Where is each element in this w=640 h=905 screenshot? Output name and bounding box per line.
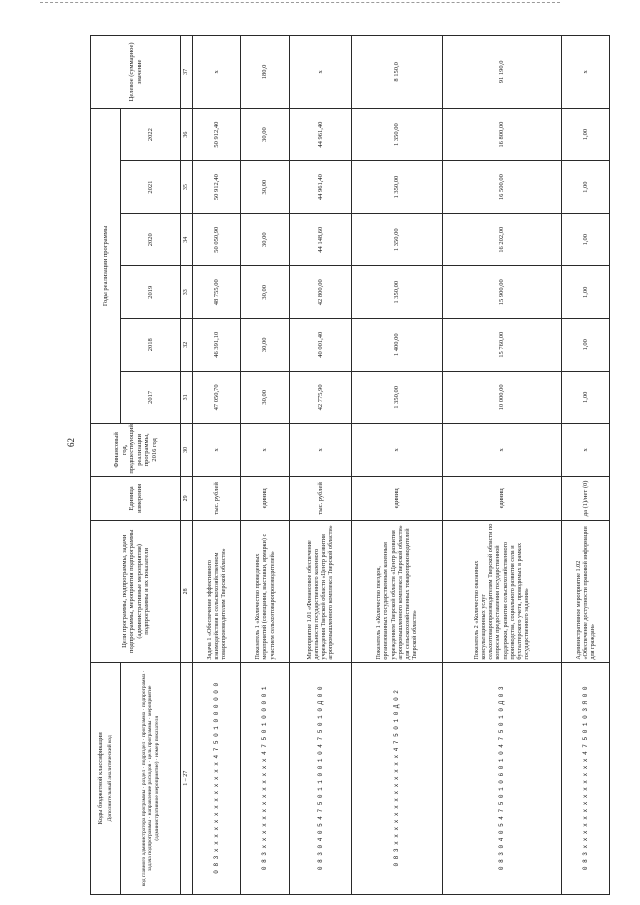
- row-value-2019: 1 350,00: [351, 266, 442, 319]
- row-base-year: х: [241, 424, 289, 477]
- row-unit: единиц: [241, 476, 289, 520]
- row-final-value: х: [561, 36, 609, 109]
- direction-label: направление расходов: [147, 763, 154, 816]
- row-value-2020: 50 050,90: [193, 213, 241, 266]
- budget-codes-label: Коды бюджетной классификации: [96, 732, 104, 825]
- row-unit: единиц: [351, 476, 442, 520]
- names-header: Цели программы, подпрограммы, задачи подпрограммы, мероприятия подпрограммы (административные мероприятия) подпрограммы и их показатели: [91, 521, 181, 662]
- row-codes: 0 8 3 0 4 0 5 4 7 5 0 1 0 6 0 1 0 4 7 5 0 1 0 Д 0 3: [442, 662, 561, 894]
- years-header: Годы реализации программы: [91, 108, 121, 423]
- row-codes: 0 8 3 х х х х х х х х х х х х х 4 7 5 0 1 0 0 0 0 1: [241, 662, 289, 894]
- row-value-2021: 50 912,40: [193, 161, 241, 214]
- row-base-year: х: [193, 424, 241, 477]
- row-value-2021: 1 350,00: [351, 161, 442, 214]
- row-final-value: 180,0: [241, 36, 289, 109]
- budget-codes-header: [91, 662, 121, 894]
- row-codes: 0 8 3 х х х х х х х х х х х х х 4 7 5 0 1 0 0 0 0 0 0: [193, 662, 241, 894]
- row-codes: 0 8 3 х х х х х х х х х х х х х 4 7 5 0 1 0 3 Я 0 0: [561, 662, 609, 894]
- row-base-year: х: [289, 424, 351, 477]
- section-label: раздел: [140, 769, 147, 786]
- page-number: 62: [66, 438, 76, 447]
- col-num-37: 37: [181, 36, 193, 109]
- row-value-2022: 44 961,40: [289, 108, 351, 161]
- subprogram-label: подпрограмма: [140, 673, 147, 708]
- row-value-2017: 1,00: [561, 371, 609, 424]
- row-value-2021: 16 500,00: [442, 161, 561, 214]
- table-row: [561, 36, 609, 895]
- row-value-2017: 10 000,00: [442, 371, 561, 424]
- year-2019-header: 2019: [121, 266, 181, 319]
- row-unit: тыс. рублей: [289, 476, 351, 520]
- col-num-29: 29: [181, 476, 193, 520]
- row-value-2017: 47 050,70: [193, 371, 241, 424]
- indicator-number-label: номер показателя: [153, 715, 160, 757]
- row-unit: да (1)/нет (0): [561, 476, 609, 520]
- row-name: Показатель 1 «Количество поездок, организованных государственным казенным учреждением Тверской области «Центр развития агропромышленного комплекса Тверской области» для сельскохозяйственных товаропроизводителей Тверской области»: [351, 521, 442, 662]
- col-num-32: 32: [181, 319, 193, 372]
- measure-label: мероприятие (административное мероприятие): [147, 685, 160, 841]
- row-value-2018: 30,00: [241, 319, 289, 372]
- program-label: программа: [140, 711, 147, 738]
- admin-code-label: код главного администратора программы: [140, 789, 147, 887]
- row-name: Показатель 2 «Количество оказанных консультационных услуг сельхозтоваропроизводителям Тверской области по вопросам предоставления государственной поддержки, развития сельскохозяйственного производства, социального развития села и бухгалтерского учета, проводимых в рамках государственного задания»: [442, 521, 561, 662]
- year-2022-header: 2022: [121, 108, 181, 161]
- row-final-value: 91 190,0: [442, 36, 561, 109]
- row-value-2020: 16 202,00: [442, 213, 561, 266]
- year-2017-header: 2017: [121, 371, 181, 424]
- scan-edge-line: [40, 2, 560, 3]
- row-codes: 0 8 3 х х х х х х х х х х х х х 4 7 5 0 1 0 Д 0 2: [351, 662, 442, 894]
- table-row: [442, 36, 561, 895]
- row-base-year: х: [351, 424, 442, 477]
- row-unit: тыс. рублей: [193, 476, 241, 520]
- table-row: [351, 36, 442, 895]
- year-2020-header: 2020: [121, 213, 181, 266]
- row-value-2019: 48 755,00: [193, 266, 241, 319]
- col-num-34: 34: [181, 213, 193, 266]
- row-final-value: 8 150,0: [351, 36, 442, 109]
- row-name: Мероприятие 1.01 «Финансовое обеспечение деятельности государственного казенного учреждения Тверской области «Центр развития агропромышленного комплекса Тверской области»: [289, 521, 351, 662]
- col-num-31: 31: [181, 371, 193, 424]
- row-value-2019: 42 800,00: [289, 266, 351, 319]
- row-value-2020: 1,00: [561, 213, 609, 266]
- row-value-2017: 42 775,90: [289, 371, 351, 424]
- col-num-35: 35: [181, 161, 193, 214]
- row-value-2019: 15 900,00: [442, 266, 561, 319]
- year-2021-header: 2021: [121, 161, 181, 214]
- base-year-header: Финансовый год, предшествующий реализации программы, 2016 год: [91, 424, 181, 477]
- row-codes: 0 8 3 0 4 0 5 4 7 5 0 1 1 0 0 1 0 4 7 5 0 1 0 Д 0 0: [289, 662, 351, 894]
- row-value-2022: 50 912,40: [193, 108, 241, 161]
- subsection-label: подраздел: [140, 741, 147, 766]
- row-value-2019: 1,00: [561, 266, 609, 319]
- row-value-2022: 30,00: [241, 108, 289, 161]
- row-base-year: х: [442, 424, 561, 477]
- row-value-2019: 30,00: [241, 266, 289, 319]
- year-2018-header: 2018: [121, 319, 181, 372]
- row-value-2022: 1 350,00: [351, 108, 442, 161]
- row-final-value: х: [289, 36, 351, 109]
- row-value-2018: 46 391,10: [193, 319, 241, 372]
- row-value-2018: 15 760,00: [442, 319, 561, 372]
- col-num-codes: 1 – 27: [181, 662, 193, 894]
- final-value-header: Целевое (суммарное) значение: [91, 36, 181, 109]
- row-value-2017: 1 350,00: [351, 371, 442, 424]
- row-unit: единиц: [442, 476, 561, 520]
- row-value-2017: 30,00: [241, 371, 289, 424]
- program-table: [90, 35, 610, 895]
- table-row: [289, 36, 351, 895]
- col-num-33: 33: [181, 266, 193, 319]
- row-value-2020: 44 148,60: [289, 213, 351, 266]
- row-value-2018: 1 400,00: [351, 319, 442, 372]
- task-label: задача подпрограммы: [147, 819, 154, 872]
- row-value-2018: 40 001,40: [289, 319, 351, 372]
- extra-code-label: Дополнительный аналитический код: [107, 735, 113, 822]
- row-name: Административное мероприятие 1.02 «Обеспечение доступности правовой информации для граждан»: [561, 521, 609, 662]
- goal-label: цель программы: [147, 720, 154, 760]
- row-value-2020: 1 350,00: [351, 213, 442, 266]
- col-num-28: 28: [181, 521, 193, 662]
- table-row: [241, 36, 289, 895]
- row-name: Задача 1 «Обеспечение эффективного взаимодействия в сельскохозяйственном товаропроизводителям Тверской области»: [193, 521, 241, 662]
- table-row: [193, 36, 241, 895]
- row-value-2020: 30,00: [241, 213, 289, 266]
- row-value-2018: 1,00: [561, 319, 609, 372]
- unit-header: Единица измерения: [91, 476, 181, 520]
- program-table-rotated: [90, 35, 610, 895]
- column-numbers-row: [181, 36, 193, 895]
- code-subheaders: код главного администратора программы · раздел · подраздел · программа · подпрограмма · задача подпрограммы · направление расходов · цель программы · мероприятие (административное мероприятие) · номер показателя: [121, 662, 181, 894]
- col-num-36: 36: [181, 108, 193, 161]
- row-value-2021: 44 961,40: [289, 161, 351, 214]
- row-final-value: х: [193, 36, 241, 109]
- col-num-30: 30: [181, 424, 193, 477]
- row-value-2021: 1,00: [561, 161, 609, 214]
- row-value-2022: 16 800,00: [442, 108, 561, 161]
- row-name: Показатель 1 «Количество проведенных мероприятий (совещания, выставки, ярмарки) с участием сельхозтоваропроизводителей»: [241, 521, 289, 662]
- row-base-year: х: [561, 424, 609, 477]
- row-value-2021: 30,00: [241, 161, 289, 214]
- row-value-2022: 1,00: [561, 108, 609, 161]
